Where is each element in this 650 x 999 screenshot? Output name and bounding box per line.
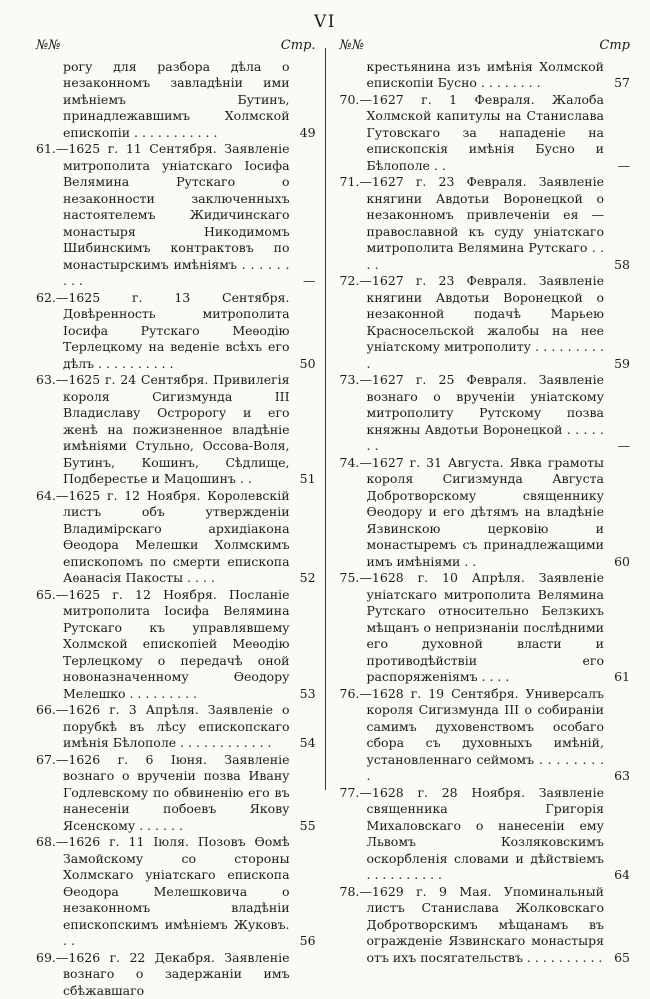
toc-entry-70	[340, 92, 630, 175]
toc-entry-77	[340, 785, 630, 884]
entry-text: 1628 г. 28 Ноября. Заявленіе священника Григорія Михаловскаго о нанесеніи ему Львомъ Козляковскимъ оскорбленія словами и дѣйствіемъ . . . . . . . . . .	[367, 785, 604, 883]
toc-entry-76	[340, 686, 630, 785]
toc-entry-68	[36, 834, 316, 950]
number-column-header: №№	[36, 38, 61, 55]
toc-entry-75	[340, 570, 630, 686]
entry-text: 1625 г. 12 Ноября. Королевскій листъ объ утвержденіи Владимірскаго архидіакона Ѳеодора Мелешки Холмскимъ епископомъ по смерти епископа Аѳанасія Пакосты . . . .	[63, 488, 290, 586]
entry-text: 1625 г. 24 Сентября. Привилегія короля Сигизмунда III Владиславу Остророгу и его женѣ на пожизненное владѣніе имѣніями Стульно, Оссова-Воля, Бутинъ, Кошинъ, Сѣдлище, Подберестье и Мацошинъ . .	[63, 372, 290, 486]
entry-text: 1625 г. 12 Ноября. Посланіе митрополита Іосифа Велямина Рутскаго къ управлявшему Холмской епископіей Меѳодію Терлецкому о передачѣ оной новоназначенному Ѳеодору Мелешко . . . . . . . . .	[63, 587, 290, 701]
entry-page-number: 57	[610, 75, 630, 92]
page-column-header: Стр.	[281, 38, 316, 55]
entry-number: 76.—	[340, 686, 372, 701]
entry-text: 1627 г. 1 Февраля. Жалоба Холмской капитулы на Станислава Гутовскаго за нападеніе на епископскія имѣнія Бусно и Бѣлополе . .	[367, 92, 604, 173]
toc-entry-67	[36, 752, 316, 835]
toc-entry-71	[340, 174, 630, 273]
entry-page-number: 61	[610, 669, 630, 686]
entry-number: 68.—	[36, 834, 68, 849]
entry-number: 71.—	[340, 174, 372, 189]
page-header-number: VI	[0, 0, 650, 32]
page-column-header: Стр	[599, 38, 630, 55]
entry-text: 1627 г. 25 Февраля. Заявленіе вознаго о врученіи уніатскому митрополиту Рутскому позва княжны Авдотьи Воронецкой . . . . . . .	[367, 372, 604, 453]
toc-column-left	[36, 38, 316, 999]
column-header-row	[36, 38, 316, 55]
entry-text: 1627 г. 23 Февраля. Заявленіе княгини Авдотьи Воронецкой о незаконной подачѣ Марьею Красносельской жалобы на нее уніатскому митрополиту . . . . . . . . . .	[367, 273, 604, 371]
entry-text: 1628 г. 10 Апрѣля. Заявленіе уніатскаго митрополита Велямина Рутскаго относительно Белзкихъ мѣщанъ о непризнаніи послѣдними его духовной власти и противодѣйствіи его распоряженіямъ . . . .	[367, 570, 604, 684]
entry-text: крестьянина изъ имѣнія Холмской епископіи Бусно . . . . . . . .	[367, 59, 604, 91]
toc-entries-right	[340, 59, 630, 967]
entry-page-number: 53	[296, 686, 316, 703]
entry-number: 62.—	[36, 290, 68, 305]
entry-page-number: —	[296, 273, 316, 290]
entry-page-number: 50	[296, 356, 316, 373]
toc-entry-61	[36, 141, 316, 290]
entry-page-number: —	[610, 158, 630, 175]
entry-text: 1629 г. 9 Мая. Упоминальный листъ Станислава Жолковскаго Добротворскимъ мѣщанамъ въ огражденіе Язвинскаго монастыря отъ ихъ посягательствъ . . . . . . . . . .	[367, 884, 604, 965]
toc-column-right	[340, 38, 630, 999]
entry-number: 73.—	[340, 372, 372, 387]
entry-text: 1626 г. 11 Іюля. Позовъ Ѳомѣ Замойскому со стороны Холмскаго уніатскаго епископа Ѳеодора Мелешковича о незаконномъ владѣніи епископскимъ имѣніемъ Жуковъ. . .	[63, 834, 290, 948]
entry-text: 1628 г. 19 Сентября. Универсалъ короля Сигизмунда III о собираніи самимъ духовенствомъ особаго сбора съ духовныхъ имѣній, установленнаго сеймомъ . . . . . . . . .	[367, 686, 604, 784]
entry-number: 67.—	[36, 752, 68, 767]
entry-number: 64.—	[36, 488, 68, 503]
toc-entry-64	[36, 488, 316, 587]
toc-entry-78	[340, 884, 630, 967]
entry-page-number: 51	[296, 471, 316, 488]
entry-text: 1626 г. 6 Іюня. Заявленіе вознаго о врученіи позва Ивану Годлевскому по обвиненію его въ нанесеніи побоевъ Якову Ясенскому . . . . . .	[63, 752, 290, 833]
entry-page-number: 63	[610, 768, 630, 785]
toc-entry-62	[36, 290, 316, 373]
entry-number: 74.—	[340, 455, 372, 470]
entry-text: рогу для разбора дѣла о незаконномъ завладѣніи ими имѣніемъ Бутинъ, принадлежавшимъ Холмской епископіи . . . . . . . . . . .	[63, 59, 290, 140]
entry-text: 1625 г. 11 Сентября. Заявленіе митрополита уніатскаго Іосифа Велямина Рутскаго о незаконности заключенныхъ настоятелемъ Жидичинскаго монастыря Никодимомъ Шибинскимъ контрактовъ по монастырскимъ имѣніямъ . . . . . . . . .	[63, 141, 290, 288]
entry-number: 65.—	[36, 587, 68, 602]
entry-text: 1627 г. 31 Августа. Явка грамоты короля Сигизмунда Августа Добротворскому священнику Ѳеодору и его дѣтямъ на владѣніе Язвинскою церковію и монастыремъ съ принадлежащими имъ имѣніями . .	[367, 455, 604, 569]
entry-number: 72.—	[340, 273, 372, 288]
entry-page-number: 49	[296, 125, 316, 142]
entry-page-number: —	[610, 438, 630, 455]
column-header-row	[340, 38, 630, 55]
entry-text: 1625 г. 13 Сентября. Довѣренность митрополита Іосифа Рутскаго Меѳодію Терлецкому на веденіе всѣхъ его дѣлъ . . . . . . . . . .	[63, 290, 290, 371]
entry-number: 77.—	[340, 785, 372, 800]
entry-number: 75.—	[340, 570, 372, 585]
entry-number: 70.—	[340, 92, 372, 107]
column-divider-rule	[325, 48, 326, 790]
toc-entry-continuation	[36, 59, 316, 142]
toc-columns	[0, 38, 650, 999]
entry-number: 61.—	[36, 141, 68, 156]
toc-entry-72	[340, 273, 630, 372]
toc-entry-65	[36, 587, 316, 703]
entry-number: 69.—	[36, 950, 68, 965]
entry-page-number: 65	[610, 950, 630, 967]
entry-page-number: 59	[610, 356, 630, 373]
toc-entry-69	[36, 950, 316, 999]
entry-number: 78.—	[340, 884, 372, 899]
entry-page-number: 60	[610, 554, 630, 571]
entry-page-number: 58	[610, 257, 630, 274]
entry-page-number: 52	[296, 570, 316, 587]
entry-page-number: 56	[296, 933, 316, 950]
entry-text: 1627 г. 23 Февраля. Заявленіе княгини Авдотьи Воронецкой о незаконномъ привлеченіи ея — православной къ суду уніатскаго митрополита Велямина Рутскаго . . . .	[367, 174, 604, 272]
entry-number: 66.—	[36, 702, 68, 717]
entry-page-number: 64	[610, 867, 630, 884]
entry-page-number: 55	[296, 818, 316, 835]
toc-entry-63	[36, 372, 316, 488]
toc-entry-66	[36, 702, 316, 752]
entry-text: 1626 г. 22 Декабря. Заявленіе вознаго о задержаніи имъ сбѣжавшаго	[63, 950, 290, 998]
toc-entries-left	[36, 59, 316, 999]
number-column-header: №№	[340, 38, 365, 55]
toc-entry-continuation	[340, 59, 630, 92]
entry-number: 63.—	[36, 372, 68, 387]
toc-entry-74	[340, 455, 630, 571]
entry-page-number: 54	[296, 735, 316, 752]
entry-text: 1626 г. 3 Апрѣля. Заявленіе о порубкѣ въ лѣсу епископскаго имѣнія Бѣлополе . . . . . . . . . . . .	[63, 702, 290, 750]
toc-entry-73	[340, 372, 630, 455]
